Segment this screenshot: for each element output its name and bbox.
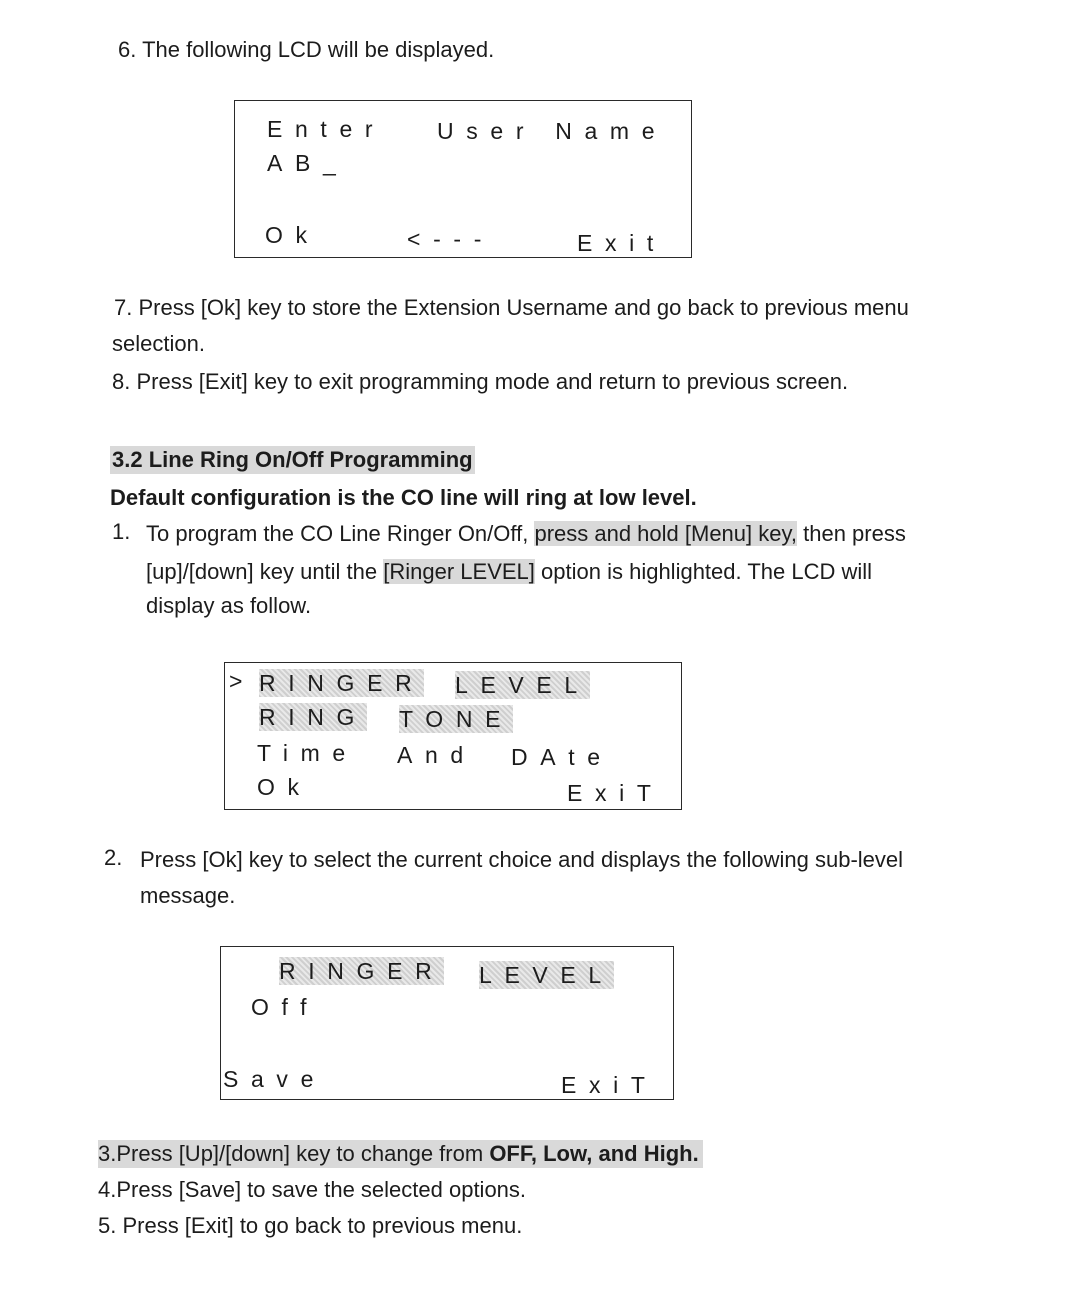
lcd-exit-softkey: Exit: [577, 230, 666, 256]
lcd-menu-ringer: RINGER: [259, 670, 425, 696]
lcd-menu-tone: TONE: [399, 706, 514, 732]
lcd-exit-softkey: ExiT: [561, 1072, 658, 1098]
lcd-ringer-level-value: Off: [251, 994, 320, 1020]
lcd-menu-time: Time: [257, 740, 358, 766]
item-1-line-1-start: To program the CO Line Ringer On/Off,: [146, 521, 529, 546]
item-2-line-2: message.: [140, 883, 236, 908]
lcd-menu-ring: RING: [259, 704, 368, 730]
item-2-number: 2.: [104, 845, 123, 870]
lcd-ok-softkey: Ok: [265, 222, 320, 248]
lcd-menu-date: DAte: [511, 744, 613, 770]
press-and-hold-menu-highlight: press and hold [Menu] key,: [534, 521, 797, 546]
lcd-username-value: AB_: [267, 150, 349, 176]
step-3-text: [98, 1140, 703, 1168]
step-3-options: OFF, Low, and High.: [489, 1141, 699, 1166]
step-7-line-2: selection.: [112, 331, 205, 356]
lcd-menu-list: [224, 662, 682, 810]
step-4-text: 4.Press [Save] to save the selected options.: [98, 1177, 527, 1202]
item-1-line-1-end: then press: [803, 521, 906, 546]
lcd-menu-level: LEVEL: [455, 672, 590, 698]
ringer-level-highlight: [Ringer LEVEL]: [383, 559, 535, 584]
lcd-ringer-level: [220, 946, 674, 1100]
item-2-line-1: Press [Ok] key to select the current choice and displays the following sub-level: [140, 847, 904, 872]
lcd-exit-softkey: ExiT: [567, 780, 664, 806]
lcd-menu-and: And: [397, 742, 476, 768]
step-6-text: 6. The following LCD will be displayed.: [118, 37, 495, 62]
item-1-line-2-start: [up]/[down] key until the: [146, 559, 378, 584]
step-7-line-1: 7. Press [Ok] key to store the Extension Username and go back to previous menu: [114, 295, 909, 320]
item-1-line-3: display as follow.: [146, 593, 312, 618]
lcd-enter-label: Enter: [267, 116, 386, 142]
lcd-user-name-label: User Name: [437, 118, 668, 144]
step-5-text: 5. Press [Exit] to go back to previous menu.: [98, 1213, 523, 1238]
lcd-title-level: LEVEL: [479, 962, 614, 988]
lcd-title-ringer: RINGER: [279, 958, 445, 984]
item-1-line-1: [146, 520, 906, 548]
step-3-start: 3.Press [Up]/[down] key to change from: [98, 1141, 484, 1166]
lcd-selection-cursor: >: [229, 668, 256, 694]
lcd-ok-softkey: Ok: [257, 774, 312, 800]
lcd-enter-username: [234, 100, 692, 258]
item-1-number: 1.: [112, 519, 131, 544]
item-1-line-2: [146, 558, 872, 586]
lcd-backspace-softkey: <---: [407, 226, 495, 252]
step-8-text: 8. Press [Exit] key to exit programming mode and return to previous screen.: [112, 369, 849, 394]
section-heading: 3.2 Line Ring On/Off Programming: [112, 447, 473, 472]
item-1-line-2-end: option is highlighted. The LCD will: [541, 559, 873, 584]
default-configuration-text: Default configuration is the CO line will ring at low level.: [110, 485, 697, 510]
lcd-save-softkey: Save: [223, 1066, 327, 1092]
